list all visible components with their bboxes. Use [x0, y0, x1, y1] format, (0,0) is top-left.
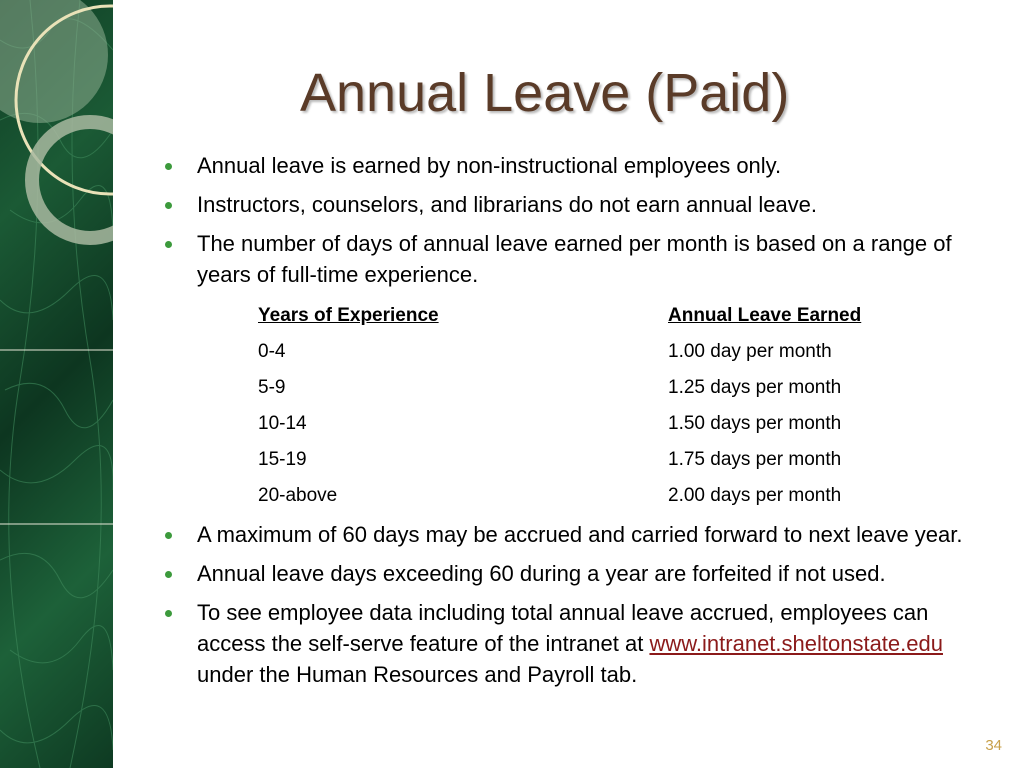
bullet-text: Annual leave is earned by non-instructional employees only.: [197, 153, 782, 178]
slide-title: Annual Leave (Paid): [300, 63, 790, 123]
bullet-dot-icon: [165, 610, 172, 617]
table-row: [258, 406, 861, 442]
bullet-item: [165, 150, 995, 181]
bullet-dot-icon: [165, 163, 172, 170]
bullet-dot-icon: [165, 202, 172, 209]
decorative-sidebar: [0, 0, 113, 768]
bullet-text: A maximum of 60 days may be accrued and carried forward to next leave year.: [197, 522, 963, 547]
bullet-text: Instructors, counselors, and librarians do not earn annual leave.: [197, 192, 818, 217]
bullet-item: [165, 189, 995, 220]
marble-texture: [0, 0, 113, 768]
bullet-dot-icon: [165, 532, 172, 539]
bullet-dot-icon: [165, 241, 172, 248]
table-row: [258, 442, 861, 478]
bullet-item: [165, 597, 995, 690]
table-row: [258, 370, 861, 406]
years-cell: 5-9: [258, 377, 286, 398]
header-years-of-experience: Years of Experience: [258, 305, 439, 326]
intranet-link[interactable]: www.intranet.sheltonstate.edu: [649, 631, 943, 656]
bullet-text-after-link: under the Human Resources and Payroll tab.: [197, 662, 638, 687]
bullet-dot-icon: [165, 571, 172, 578]
leave-cell: 1.75 days per month: [668, 449, 842, 470]
leave-accrual-table: [258, 298, 861, 514]
bullet-item: [165, 228, 995, 290]
table-header-row: [258, 298, 861, 334]
leave-cell: 1.25 days per month: [668, 377, 842, 398]
page-number: 34: [985, 737, 1002, 754]
years-cell: 0-4: [258, 341, 286, 362]
leave-cell: 1.00 day per month: [668, 341, 832, 362]
table-row: [258, 334, 861, 370]
years-cell: 10-14: [258, 413, 307, 434]
years-cell: 20-above: [258, 485, 338, 506]
table-row: [258, 478, 861, 514]
slide-content: [165, 150, 995, 698]
bullet-item: [165, 519, 995, 550]
years-cell: 15-19: [258, 449, 307, 470]
leave-cell: 1.50 days per month: [668, 413, 842, 434]
bullet-text: The number of days of annual leave earned per month is based on a range of years of full-time experience.: [197, 231, 952, 287]
header-annual-leave-earned: Annual Leave Earned: [668, 305, 862, 326]
bullet-text: Annual leave days exceeding 60 during a year are forfeited if not used.: [197, 561, 886, 586]
bullet-item: [165, 558, 995, 589]
bullet-text-before-link: To see employee data including total annual leave accrued, employees can access the self-serve feature of the intranet at: [197, 600, 929, 656]
leave-cell: 2.00 days per month: [668, 485, 842, 506]
